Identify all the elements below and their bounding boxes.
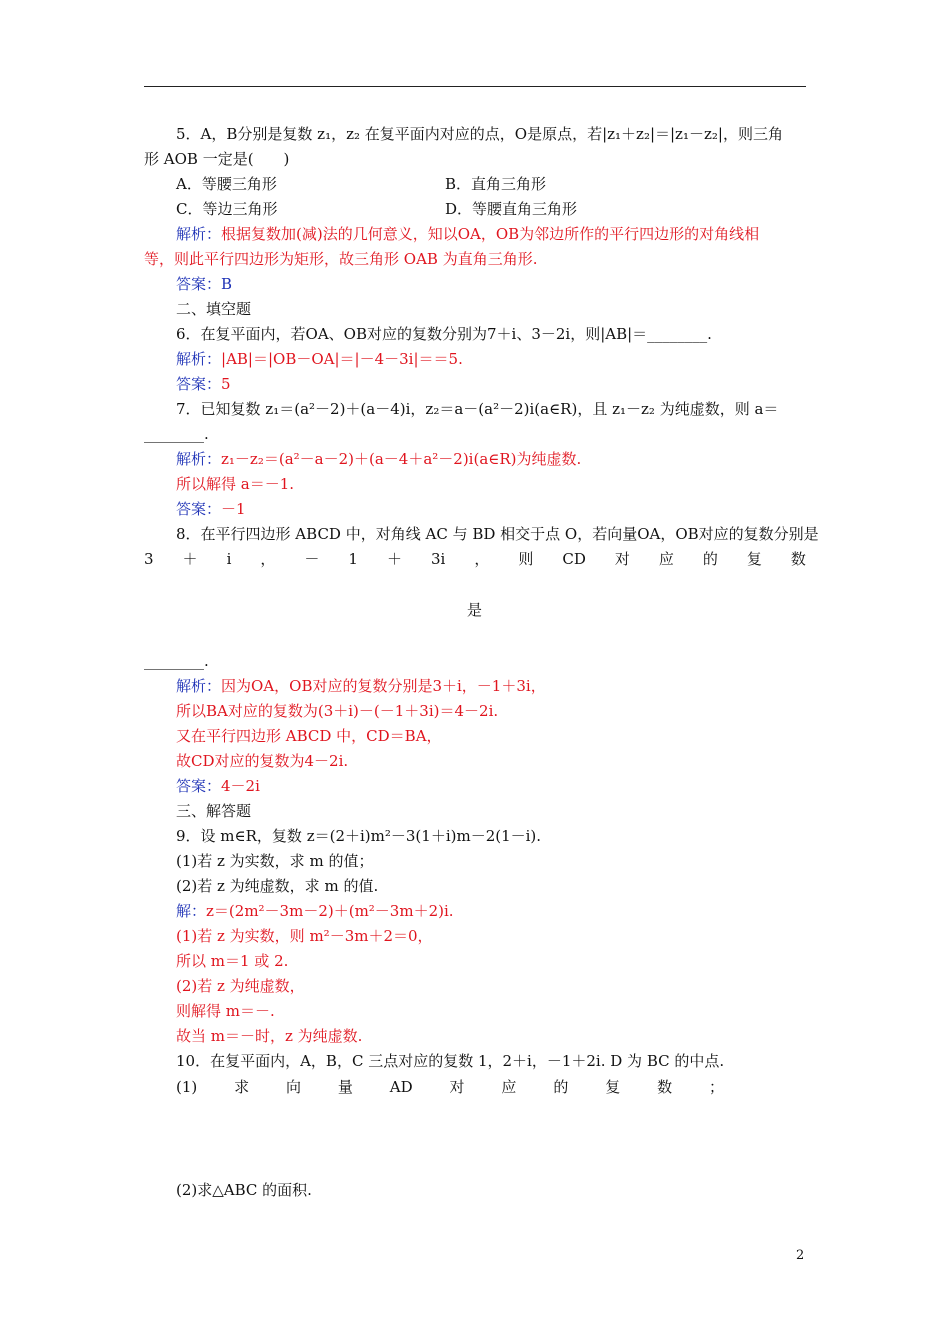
- q7-analysis-line1: [176, 449, 581, 469]
- q8-answer: [176, 776, 260, 796]
- q10-sub2: (2)求△ABC 的面积.: [176, 1181, 312, 1199]
- analysis-text: |AB|＝|OB－OA|＝|－4－3i|＝＝5.: [221, 350, 463, 368]
- q8-token: 3: [144, 550, 154, 568]
- q10-token: 求: [234, 1078, 250, 1096]
- q9-solution-line4: (2)若 z 为纯虚数，: [176, 977, 305, 995]
- q8-analysis-line3: 又在平行四边形 ABCD 中，CD＝BA，: [176, 727, 442, 745]
- q5-stem-line1: 5．A，B分别是复数 z₁，z₂ 在复平面内对应的点，O是原点，若|z₁＋z₂|＝|z₁－z₂|，则三角: [176, 125, 783, 143]
- q5-analysis-line1: [176, 224, 759, 244]
- q5-stem-line2: 形 AOB 一定是( ): [144, 150, 290, 168]
- q8-stem-line3: 是: [467, 601, 483, 619]
- section-title-fill-blank: 二、填空题: [176, 300, 252, 318]
- q8-analysis-line4: 故CD对应的复数为4－2i.: [176, 752, 349, 770]
- answer-label: 答案：: [176, 500, 222, 518]
- page-number: 2: [796, 1248, 805, 1263]
- q5-option-a: A．等腰三角形: [176, 175, 277, 193]
- q6-stem: 6．在复平面内，若OA、OB对应的复数分别为7＋i、3－2i，则|AB|＝________.: [176, 325, 712, 343]
- q9-solution-line6: 故当 m＝－时，z 为纯虚数.: [176, 1027, 363, 1045]
- q8-token: 应: [658, 550, 674, 568]
- answer-value: B: [221, 275, 233, 293]
- section-title-solutions: 三、解答题: [176, 802, 252, 820]
- q8-token: CD: [562, 550, 586, 568]
- analysis-text: 根据复数加(减)法的几何意义，知以OA，OB为邻边所作的平行四边形的对角线相: [221, 225, 760, 243]
- q5-analysis-line2: 等，则此平行四边形为矩形，故三角形 OAB 为直角三角形.: [144, 250, 538, 268]
- analysis-label: 解析：: [176, 350, 222, 368]
- answer-label: 答案：: [176, 375, 222, 393]
- q10-token: 数: [657, 1078, 673, 1096]
- q9-solution-line1: [176, 901, 454, 921]
- q10-token: ；: [708, 1078, 724, 1096]
- q8-token: ＋: [386, 550, 402, 568]
- q7-stem-line2: ________.: [144, 425, 209, 443]
- answer-label: 答案：: [176, 777, 222, 795]
- q8-token: 则: [518, 550, 534, 568]
- q9-solution-line3: 所以 m＝1 或 2.: [176, 952, 289, 970]
- q10-stem: 10．在复平面内，A，B，C 三点对应的复数 1，2＋i，－1＋2i. D 为 BC 的中点.: [176, 1052, 725, 1070]
- q10-token: 应: [501, 1078, 517, 1096]
- q5-option-c: C．等边三角形: [176, 200, 278, 218]
- q8-token: 对: [614, 550, 630, 568]
- q7-answer: [176, 499, 246, 519]
- q5-answer: [176, 274, 232, 294]
- q9-solution-line5: 则解得 m＝－.: [176, 1002, 275, 1020]
- q8-stem-line4: ________.: [144, 652, 209, 670]
- analysis-text: z₁－z₂＝(a²－a－2)＋(a－4＋a²－2)i(a∈R)为纯虚数.: [221, 450, 582, 468]
- q8-token: 复: [746, 550, 762, 568]
- analysis-label: 解析：: [176, 677, 222, 695]
- answer-value: 5: [221, 375, 231, 393]
- analysis-label: 解析：: [176, 450, 222, 468]
- q9-sub2: (2)若 z 为纯虚数，求 m 的值.: [176, 877, 379, 895]
- answer-value: 4－2i: [221, 777, 260, 795]
- q8-analysis-line1: [176, 676, 546, 696]
- solution-text: z＝(2m²－3m－2)＋(m²－3m＋2)i.: [206, 902, 454, 920]
- q6-answer: [176, 374, 231, 394]
- q8-token: 的: [702, 550, 718, 568]
- q10-token: 量: [337, 1078, 353, 1096]
- q10-token: 复: [605, 1078, 621, 1096]
- q8-token: 3i: [430, 550, 446, 568]
- analysis-label: 解析：: [176, 225, 222, 243]
- q8-token: ＋: [182, 550, 198, 568]
- q6-analysis: [176, 349, 463, 369]
- q7-stem-line1: 7．已知复数 z₁＝(a²－2)＋(a－4)i，z₂＝a－(a²－2)i(a∈R)，且 z₁－z₂ 为纯虚数，则 a＝: [176, 400, 779, 418]
- q8-analysis-line2: 所以BA对应的复数为(3＋i)－(－1＋3i)＝4－2i.: [176, 702, 499, 720]
- q8-token: 数: [790, 550, 806, 568]
- answer-label: 答案：: [176, 275, 222, 293]
- q5-option-b: B．直角三角形: [445, 175, 547, 193]
- solution-label: 解：: [176, 902, 207, 920]
- q7-analysis-line2: 所以解得 a＝－1.: [176, 475, 295, 493]
- answer-value: －1: [221, 500, 246, 518]
- q10-token: (1): [176, 1078, 198, 1096]
- q9-solution-line2: (1)若 z 为实数，则 m²－3m＋2＝0，: [176, 927, 433, 945]
- analysis-text: 因为OA，OB对应的复数分别是3＋i，－1＋3i，: [221, 677, 546, 695]
- q10-token: 对: [449, 1078, 465, 1096]
- q10-sub1: [176, 1077, 724, 1097]
- q8-token: ，: [474, 550, 490, 568]
- header-rule: [144, 86, 806, 87]
- q10-token: 的: [553, 1078, 569, 1096]
- q8-token: i: [226, 550, 232, 568]
- q8-token: －: [304, 550, 320, 568]
- q8-token: 1: [348, 550, 358, 568]
- q9-sub1: (1)若 z 为实数，求 m 的值；: [176, 852, 374, 870]
- q5-option-d: D．等腰直角三角形: [445, 200, 578, 218]
- q8-token: ，: [260, 550, 276, 568]
- q8-stem-line2: [144, 549, 806, 569]
- q9-stem: 9．设 m∈R，复数 z＝(2＋i)m²－3(1＋i)m－2(1－i).: [176, 827, 542, 845]
- q10-token: 向: [286, 1078, 302, 1096]
- q10-token: AD: [389, 1078, 413, 1096]
- q8-stem-line1: 8．在平行四边形 ABCD 中，对角线 AC 与 BD 相交于点 O，若向量OA，OB对应的复数分别是: [176, 525, 819, 543]
